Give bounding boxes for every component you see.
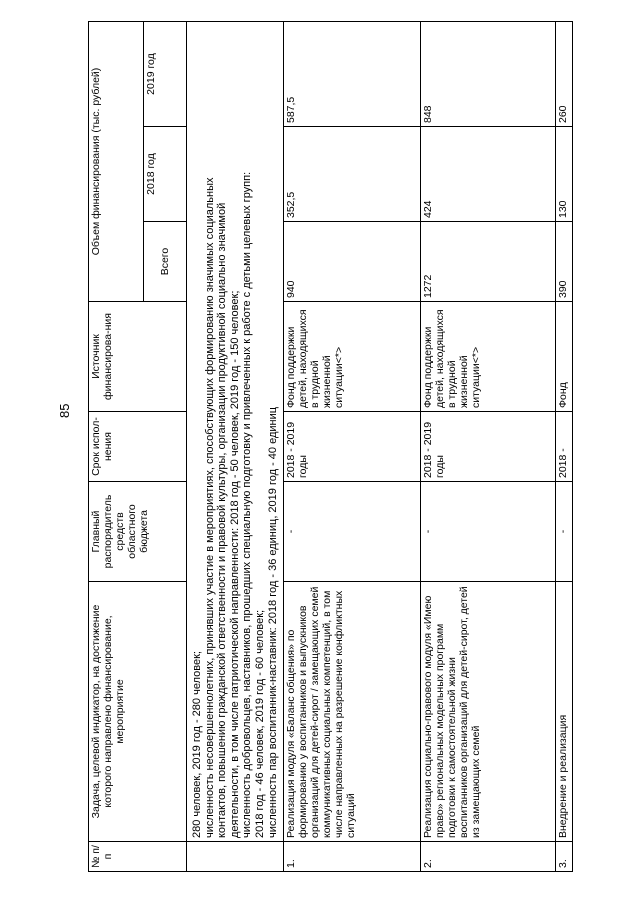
row-task: Реализация модуля «Баланс общения» по формированию у воспитанников и выпускников организаций для детей-сирот / замещающих семей коммуникативных социальных компетенций, в том числе направленных на разрешение конфликтных ситуаций: [284, 582, 421, 842]
row-num: 2.: [421, 842, 556, 872]
header-distributor: Главный распорядитель средств областного бюджета: [89, 482, 187, 582]
header-term: Срок испол-нения: [89, 412, 187, 482]
financing-table: [88, 21, 573, 872]
row-source: Фонд: [556, 302, 573, 412]
row-source: Фонд поддержки детей, находящихся в трудной жизненной ситуации<*>: [284, 302, 421, 412]
row-distributor: -: [284, 482, 421, 582]
table-row: [556, 22, 573, 872]
row-2018: 424: [421, 127, 556, 222]
table-row: [421, 22, 556, 872]
note-row: [187, 22, 284, 872]
note-line: численность добровольцев, наставников, прошедших специальную подготовку и привлеченных к работе с детьми целевых групп:: [241, 171, 254, 838]
row-2018: 130: [556, 127, 573, 222]
rotated-page: [88, 22, 570, 872]
row-task: Реализация социально-правового модуля «Имею право» региональных модельных программ подготовки к самостоятельной жизни воспитанников организаций для детей-сирот, детей из замещающих семей: [421, 582, 556, 842]
note-line: 2018 год - 46 человек, 2019 год - 60 человек;: [253, 609, 266, 838]
header-volume: Объем финансирования (тыс. рублей): [89, 22, 144, 302]
row-term: 2018 -: [556, 412, 573, 482]
row-distributor: -: [556, 482, 573, 582]
note-line: 280 человек, 2019 год - 280 человек;: [191, 651, 203, 838]
header-2019: 2019 год: [144, 22, 187, 127]
page-number: 85: [57, 403, 72, 418]
row-num: 1.: [284, 842, 421, 872]
header-row: [89, 22, 144, 872]
row-source: Фонд поддержки детей, находящихся в трудной жизненной ситуации<*>: [421, 302, 556, 412]
header-num: № п/п: [89, 842, 187, 872]
row-total: 940: [284, 222, 421, 302]
header-total: Всего: [144, 222, 187, 302]
header-2018: 2018 год: [144, 127, 187, 222]
row-2019: 587,5: [284, 22, 421, 127]
note-line: контактов, повышению гражданской ответственности и правовой культуры, организации продуктивной социально значимой: [216, 202, 229, 838]
row-task: Внедрение и реализация: [556, 582, 573, 842]
row-2019: 848: [421, 22, 556, 127]
note-line: деятельности, в том числе патриотической направленности: 2018 год - 50 человек, 2019 год - 150 человек;: [228, 290, 241, 838]
row-term: 2018 - 2019 годы: [421, 412, 556, 482]
note-cell: [187, 22, 284, 842]
row-total: 1272: [421, 222, 556, 302]
row-2018: 352,5: [284, 127, 421, 222]
row-num: 3.: [556, 842, 573, 872]
header-task: Задача, целевой индикатор, на достижение которого направлено финансирование, мероприятие: [89, 582, 187, 842]
row-total: 390: [556, 222, 573, 302]
row-term: 2018 - 2019 годы: [284, 412, 421, 482]
row-2019: 260: [556, 22, 573, 127]
row-distributor: -: [421, 482, 556, 582]
note-line: численность несовершеннолетних, принявших участие в мероприятиях, способствующих формированию значимых социальных: [203, 177, 216, 838]
table-row: [284, 22, 421, 872]
header-source: Источник финансирова-ния: [89, 302, 187, 412]
note-line: численность пар воспитанник-наставник: 2018 год - 36 единиц, 2019 год - 40 единиц: [266, 406, 279, 838]
